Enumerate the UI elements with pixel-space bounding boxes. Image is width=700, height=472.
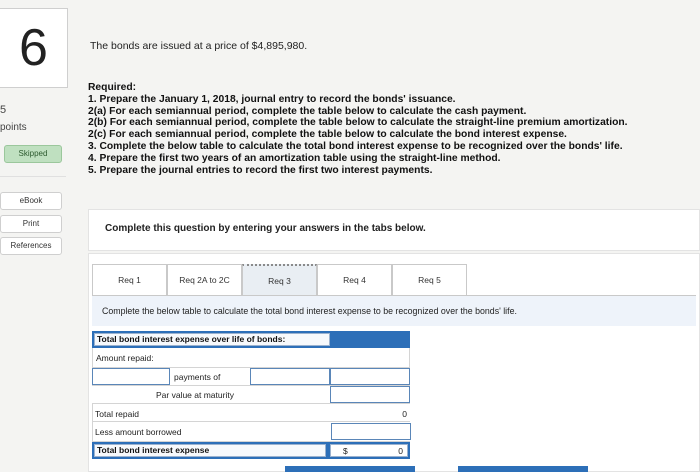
requirement-item: 2(b) For each semiannual period, complete the table below to calculate the straight-line premium amortization. xyxy=(88,117,628,129)
requirement-item: 1. Prepare the January 1, 2018, journal entry to record the bonds' issuance. xyxy=(88,93,456,105)
requirements-list xyxy=(88,82,694,176)
requirement-item: 3. Complete the below table to calculate the total bond interest expense to be recognized over the bonds' life. xyxy=(88,140,623,152)
total-repaid-value: 0 xyxy=(402,409,407,419)
tab-req-5[interactable]: Req 5 xyxy=(392,264,467,296)
amount-borrowed-input[interactable] xyxy=(331,423,411,440)
requirement-item: 2(a) For each semiannual period, complete the table below to calculate the cash payment. xyxy=(88,105,527,117)
tab-req-2a-2c[interactable]: Req 2A to 2C xyxy=(167,264,242,296)
total-expense-row xyxy=(92,442,410,459)
skipped-badge: Skipped xyxy=(4,145,62,163)
table-row xyxy=(92,348,410,368)
issue-price-text: The bonds are issued at a price of $4,895,980. xyxy=(90,40,308,52)
requirement-item: 5. Prepare the journal entries to record the first two interest payments. xyxy=(88,164,433,176)
tab-instruction xyxy=(92,296,696,326)
tab-req-4[interactable]: Req 4 xyxy=(317,264,392,296)
payments-of-label: payments of xyxy=(174,372,221,382)
par-value-input[interactable] xyxy=(330,386,410,403)
required-title: Required: xyxy=(88,82,137,93)
table-row xyxy=(92,404,410,422)
currency-symbol: $ xyxy=(343,446,348,456)
interest-expense-table xyxy=(92,331,410,461)
less-borrowed-label: Less amount borrowed xyxy=(95,427,182,437)
par-value-label: Par value at maturity xyxy=(156,390,234,400)
question-number: 6 xyxy=(0,8,68,88)
table-row xyxy=(92,422,410,442)
amount-repaid-label: Amount repaid: xyxy=(96,353,154,363)
print-button[interactable]: Print xyxy=(0,215,62,233)
payment-amount-input[interactable] xyxy=(250,368,330,385)
ebook-button[interactable]: eBook xyxy=(0,192,62,210)
sidebar-divider xyxy=(0,176,66,177)
references-button[interactable]: References xyxy=(0,237,62,255)
tab-req-3[interactable]: Req 3 xyxy=(242,264,317,296)
total-repaid-label: Total repaid xyxy=(95,409,139,419)
tab-req-1[interactable]: Req 1 xyxy=(92,264,167,296)
payments-total-input[interactable] xyxy=(330,368,410,385)
table-header-label: Total bond interest expense over life of bonds: xyxy=(94,333,330,346)
tab-instruction-text: Complete the below table to calculate the total bond interest expense to be recognized over the bonds' life. xyxy=(102,306,517,316)
points-label: points xyxy=(0,122,27,133)
requirement-item: 4. Prepare the first two years of an amortization table using the straight-line method. xyxy=(88,152,501,164)
table-row xyxy=(92,386,410,404)
table-header-row xyxy=(92,331,410,348)
total-expense-value: 0 xyxy=(398,446,403,456)
total-expense-cell xyxy=(330,444,408,457)
next-tab-button[interactable] xyxy=(458,466,588,472)
instructions-banner xyxy=(88,209,700,251)
table-row xyxy=(92,368,410,386)
payments-count-input[interactable] xyxy=(92,368,170,385)
total-expense-label: Total bond interest expense xyxy=(94,444,326,457)
points-value: 5 xyxy=(0,104,7,116)
requirement-item: 2(c) For each semiannual period, complete the table below to calculate the bond interest expense. xyxy=(88,129,567,141)
banner-text: Complete this question by entering your answers in the tabs below. xyxy=(105,223,426,234)
prev-tab-button[interactable] xyxy=(285,466,415,472)
